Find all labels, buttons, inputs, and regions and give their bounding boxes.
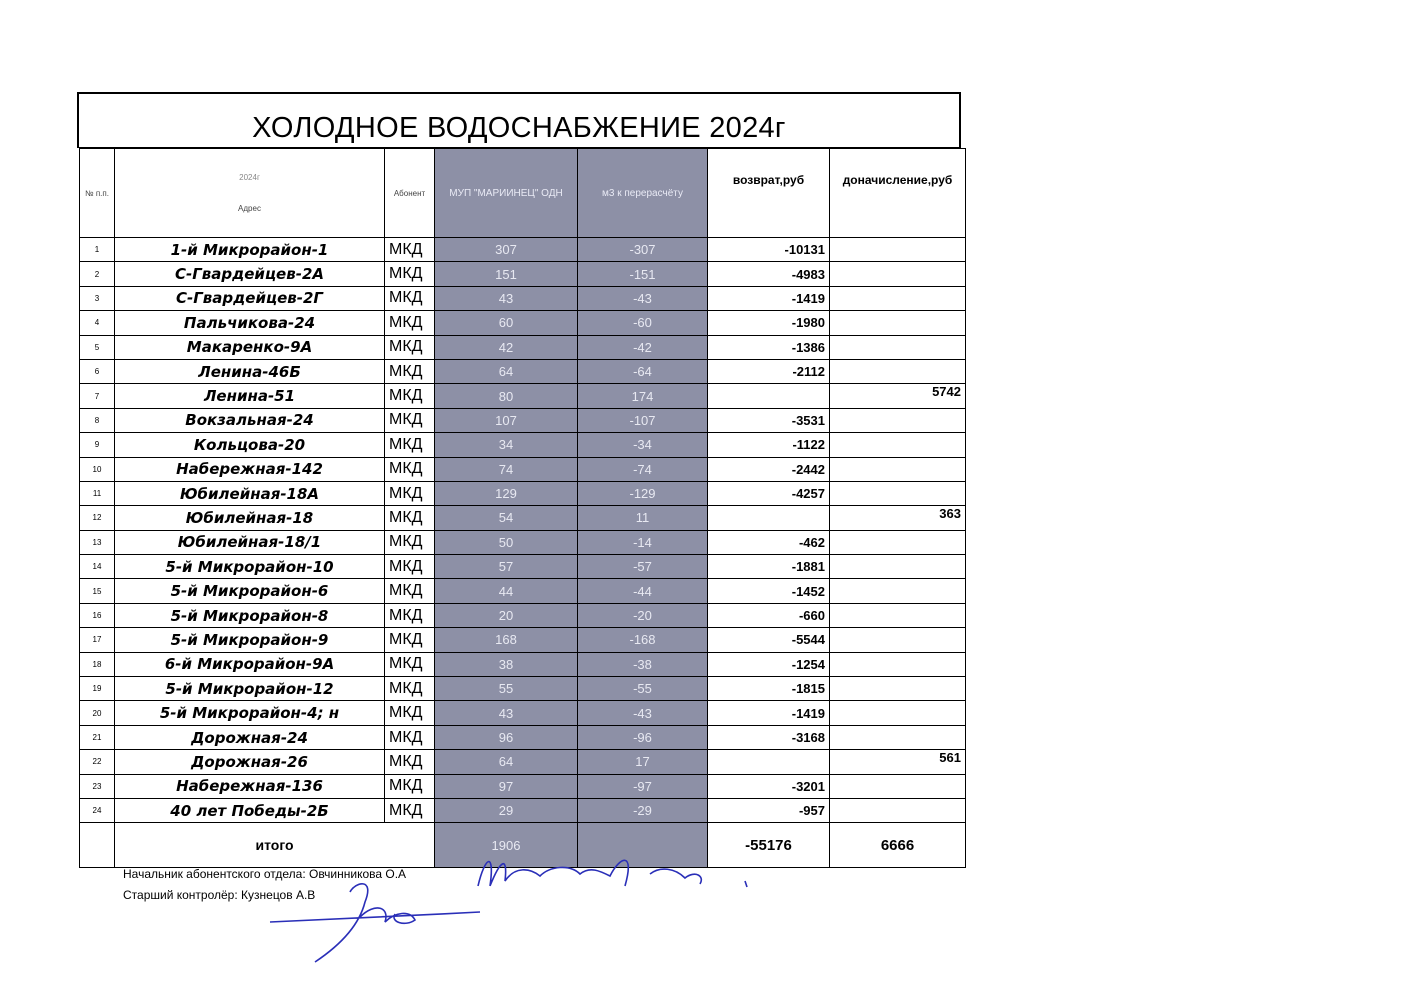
table-row — [80, 677, 966, 701]
row-additional — [830, 530, 966, 554]
header-additional: доначисление,руб — [830, 149, 966, 238]
row-address: Кольцова-20 — [115, 433, 385, 457]
row-odn: 107 — [435, 408, 578, 432]
row-return: -1980 — [708, 311, 830, 335]
row-additional — [830, 628, 966, 652]
table-row — [80, 506, 966, 530]
table-row — [80, 555, 966, 579]
table-row — [80, 750, 966, 774]
table-row — [80, 530, 966, 554]
row-address: 6-й Микрорайон-9А — [115, 652, 385, 676]
row-address: Юбилейная-18/1 — [115, 530, 385, 554]
row-abonent: МКД — [385, 384, 435, 408]
row-return: -2112 — [708, 359, 830, 383]
row-m3: -64 — [578, 359, 708, 383]
row-return: -1881 — [708, 555, 830, 579]
row-additional — [830, 433, 966, 457]
row-abonent: МКД — [385, 555, 435, 579]
row-number: 17 — [80, 628, 115, 652]
row-return: -4983 — [708, 262, 830, 286]
row-address: Макаренко-9А — [115, 335, 385, 359]
row-m3: -29 — [578, 798, 708, 822]
row-m3: -129 — [578, 481, 708, 505]
row-additional — [830, 798, 966, 822]
row-number: 24 — [80, 798, 115, 822]
row-return: -462 — [708, 530, 830, 554]
row-odn: 80 — [435, 384, 578, 408]
header-odn: МУП "МАРИИНЕЦ" ОДН — [435, 149, 578, 238]
footer-line-head: Начальник абонентского отдела: Овчинникова О.А — [123, 867, 407, 881]
header-address — [115, 149, 385, 238]
row-number: 19 — [80, 677, 115, 701]
row-additional — [830, 555, 966, 579]
row-number: 6 — [80, 359, 115, 383]
row-additional: 5742 — [830, 384, 966, 408]
table-row — [80, 311, 966, 335]
row-number: 13 — [80, 530, 115, 554]
row-m3: -14 — [578, 530, 708, 554]
row-odn: 64 — [435, 750, 578, 774]
row-return: -5544 — [708, 628, 830, 652]
row-address: 5-й Микрорайон-6 — [115, 579, 385, 603]
row-number: 16 — [80, 603, 115, 627]
row-number: 5 — [80, 335, 115, 359]
row-return: -3201 — [708, 774, 830, 798]
document-title: ХОЛОДНОЕ ВОДОСНАБЖЕНИЕ 2024г — [252, 112, 786, 144]
row-address: Юбилейная-18А — [115, 481, 385, 505]
row-abonent: МКД — [385, 774, 435, 798]
row-number: 18 — [80, 652, 115, 676]
row-return: -2442 — [708, 457, 830, 481]
row-m3: -307 — [578, 238, 708, 262]
row-odn: 151 — [435, 262, 578, 286]
row-odn: 168 — [435, 628, 578, 652]
row-abonent: МКД — [385, 603, 435, 627]
total-return: -55176 — [708, 823, 830, 868]
row-return — [708, 384, 830, 408]
row-odn: 38 — [435, 652, 578, 676]
row-abonent: МКД — [385, 579, 435, 603]
row-odn: 29 — [435, 798, 578, 822]
row-additional — [830, 238, 966, 262]
row-number: 22 — [80, 750, 115, 774]
row-additional: 363 — [830, 506, 966, 530]
row-odn: 20 — [435, 603, 578, 627]
header-return: возврат,руб — [708, 149, 830, 238]
table-row — [80, 481, 966, 505]
row-address: Дорожная-26 — [115, 750, 385, 774]
data-table — [79, 148, 966, 868]
row-address: Пальчикова-24 — [115, 311, 385, 335]
row-odn: 55 — [435, 677, 578, 701]
row-address: С-Гвардейцев-2А — [115, 262, 385, 286]
title-box — [77, 92, 961, 148]
row-address: Набережная-136 — [115, 774, 385, 798]
row-odn: 50 — [435, 530, 578, 554]
row-odn: 60 — [435, 311, 578, 335]
total-empty — [80, 823, 115, 868]
row-additional — [830, 774, 966, 798]
row-return: -1815 — [708, 677, 830, 701]
row-abonent: МКД — [385, 359, 435, 383]
row-abonent: МКД — [385, 701, 435, 725]
row-address: 5-й Микрорайон-8 — [115, 603, 385, 627]
row-odn: 129 — [435, 481, 578, 505]
row-abonent: МКД — [385, 506, 435, 530]
total-additional: 6666 — [830, 823, 966, 868]
row-m3: -60 — [578, 311, 708, 335]
header-m3: м3 к перерасчёту — [578, 149, 708, 238]
row-return: -4257 — [708, 481, 830, 505]
row-m3: -57 — [578, 555, 708, 579]
row-odn: 54 — [435, 506, 578, 530]
row-m3: -38 — [578, 652, 708, 676]
table-row — [80, 408, 966, 432]
row-abonent: МКД — [385, 457, 435, 481]
row-address: Ленина-51 — [115, 384, 385, 408]
row-m3: -107 — [578, 408, 708, 432]
row-abonent: МКД — [385, 286, 435, 310]
row-number: 4 — [80, 311, 115, 335]
signature-1 — [460, 846, 760, 906]
row-return: -3531 — [708, 408, 830, 432]
row-number: 8 — [80, 408, 115, 432]
row-abonent: МКД — [385, 677, 435, 701]
row-number: 10 — [80, 457, 115, 481]
row-additional: 561 — [830, 750, 966, 774]
row-number: 23 — [80, 774, 115, 798]
row-number: 1 — [80, 238, 115, 262]
row-odn: 42 — [435, 335, 578, 359]
row-additional — [830, 457, 966, 481]
row-number: 21 — [80, 725, 115, 749]
row-additional — [830, 311, 966, 335]
row-address: Набережная-142 — [115, 457, 385, 481]
table-row — [80, 335, 966, 359]
total-label: итого — [115, 823, 435, 868]
row-abonent: МКД — [385, 530, 435, 554]
row-m3: -74 — [578, 457, 708, 481]
row-m3: -55 — [578, 677, 708, 701]
row-odn: 43 — [435, 701, 578, 725]
row-return: -1254 — [708, 652, 830, 676]
row-additional — [830, 408, 966, 432]
row-return: -660 — [708, 603, 830, 627]
row-address: Дорожная-24 — [115, 725, 385, 749]
row-return: -1452 — [708, 579, 830, 603]
row-m3: -97 — [578, 774, 708, 798]
row-address: 40 лет Победы-2Б — [115, 798, 385, 822]
row-address: 5-й Микрорайон-4; н — [115, 701, 385, 725]
row-additional — [830, 481, 966, 505]
row-abonent: МКД — [385, 750, 435, 774]
row-number: 12 — [80, 506, 115, 530]
row-abonent: МКД — [385, 652, 435, 676]
row-odn: 307 — [435, 238, 578, 262]
row-m3: 11 — [578, 506, 708, 530]
table-row — [80, 725, 966, 749]
table-row — [80, 384, 966, 408]
row-abonent: МКД — [385, 433, 435, 457]
row-additional — [830, 335, 966, 359]
row-additional — [830, 579, 966, 603]
row-address: Юбилейная-18 — [115, 506, 385, 530]
row-m3: -34 — [578, 433, 708, 457]
row-return: -3168 — [708, 725, 830, 749]
row-odn: 74 — [435, 457, 578, 481]
row-additional — [830, 725, 966, 749]
row-address: 5-й Микрорайон-9 — [115, 628, 385, 652]
row-return: -1419 — [708, 701, 830, 725]
row-m3: -42 — [578, 335, 708, 359]
row-additional — [830, 262, 966, 286]
row-m3: 174 — [578, 384, 708, 408]
row-number: 20 — [80, 701, 115, 725]
row-m3: -43 — [578, 701, 708, 725]
row-number: 9 — [80, 433, 115, 457]
table-row — [80, 262, 966, 286]
table-row — [80, 433, 966, 457]
row-return: -957 — [708, 798, 830, 822]
row-abonent: МКД — [385, 262, 435, 286]
row-address: 5-й Микрорайон-10 — [115, 555, 385, 579]
table-row — [80, 798, 966, 822]
table-row — [80, 603, 966, 627]
row-number: 2 — [80, 262, 115, 286]
header-abonent: Абонент — [385, 149, 435, 238]
row-abonent: МКД — [385, 725, 435, 749]
table-row — [80, 359, 966, 383]
header-address-label: Адрес — [238, 204, 261, 213]
row-additional — [830, 677, 966, 701]
row-odn: 97 — [435, 774, 578, 798]
row-number: 11 — [80, 481, 115, 505]
row-odn: 96 — [435, 725, 578, 749]
row-odn: 57 — [435, 555, 578, 579]
table-row — [80, 701, 966, 725]
row-return — [708, 750, 830, 774]
row-number: 15 — [80, 579, 115, 603]
row-address: 1-й Микрорайон-1 — [115, 238, 385, 262]
row-address: Ленина-46Б — [115, 359, 385, 383]
row-additional — [830, 701, 966, 725]
row-odn: 43 — [435, 286, 578, 310]
row-number: 14 — [80, 555, 115, 579]
row-address: 5-й Микрорайон-12 — [115, 677, 385, 701]
row-abonent: МКД — [385, 335, 435, 359]
row-address: С-Гвардейцев-2Г — [115, 286, 385, 310]
row-m3: -43 — [578, 286, 708, 310]
row-number: 3 — [80, 286, 115, 310]
row-return — [708, 506, 830, 530]
row-m3: 17 — [578, 750, 708, 774]
row-abonent: МКД — [385, 481, 435, 505]
row-return: -1122 — [708, 433, 830, 457]
row-abonent: МКД — [385, 238, 435, 262]
row-return: -10131 — [708, 238, 830, 262]
row-m3: -20 — [578, 603, 708, 627]
row-additional — [830, 359, 966, 383]
table-row — [80, 579, 966, 603]
footer-line-controller: Старший контролёр: Кузнецов А.В — [123, 888, 316, 902]
row-abonent: МКД — [385, 311, 435, 335]
table-row — [80, 286, 966, 310]
row-odn: 44 — [435, 579, 578, 603]
row-abonent: МКД — [385, 408, 435, 432]
header-num: № п.п. — [80, 149, 115, 238]
row-additional — [830, 286, 966, 310]
header-year: 2024г — [239, 173, 260, 182]
row-m3: -168 — [578, 628, 708, 652]
table-row — [80, 238, 966, 262]
table-row — [80, 628, 966, 652]
row-abonent: МКД — [385, 628, 435, 652]
row-m3: -96 — [578, 725, 708, 749]
total-odn: 1906 — [435, 823, 578, 868]
header-row — [80, 149, 966, 238]
table-row — [80, 652, 966, 676]
table-row — [80, 457, 966, 481]
table-row — [80, 774, 966, 798]
signature-2 — [265, 872, 495, 972]
row-address: Вокзальная-24 — [115, 408, 385, 432]
row-return: -1386 — [708, 335, 830, 359]
row-abonent: МКД — [385, 798, 435, 822]
row-additional — [830, 603, 966, 627]
row-odn: 34 — [435, 433, 578, 457]
row-m3: -151 — [578, 262, 708, 286]
row-odn: 64 — [435, 359, 578, 383]
row-additional — [830, 652, 966, 676]
row-return: -1419 — [708, 286, 830, 310]
row-m3: -44 — [578, 579, 708, 603]
row-number: 7 — [80, 384, 115, 408]
